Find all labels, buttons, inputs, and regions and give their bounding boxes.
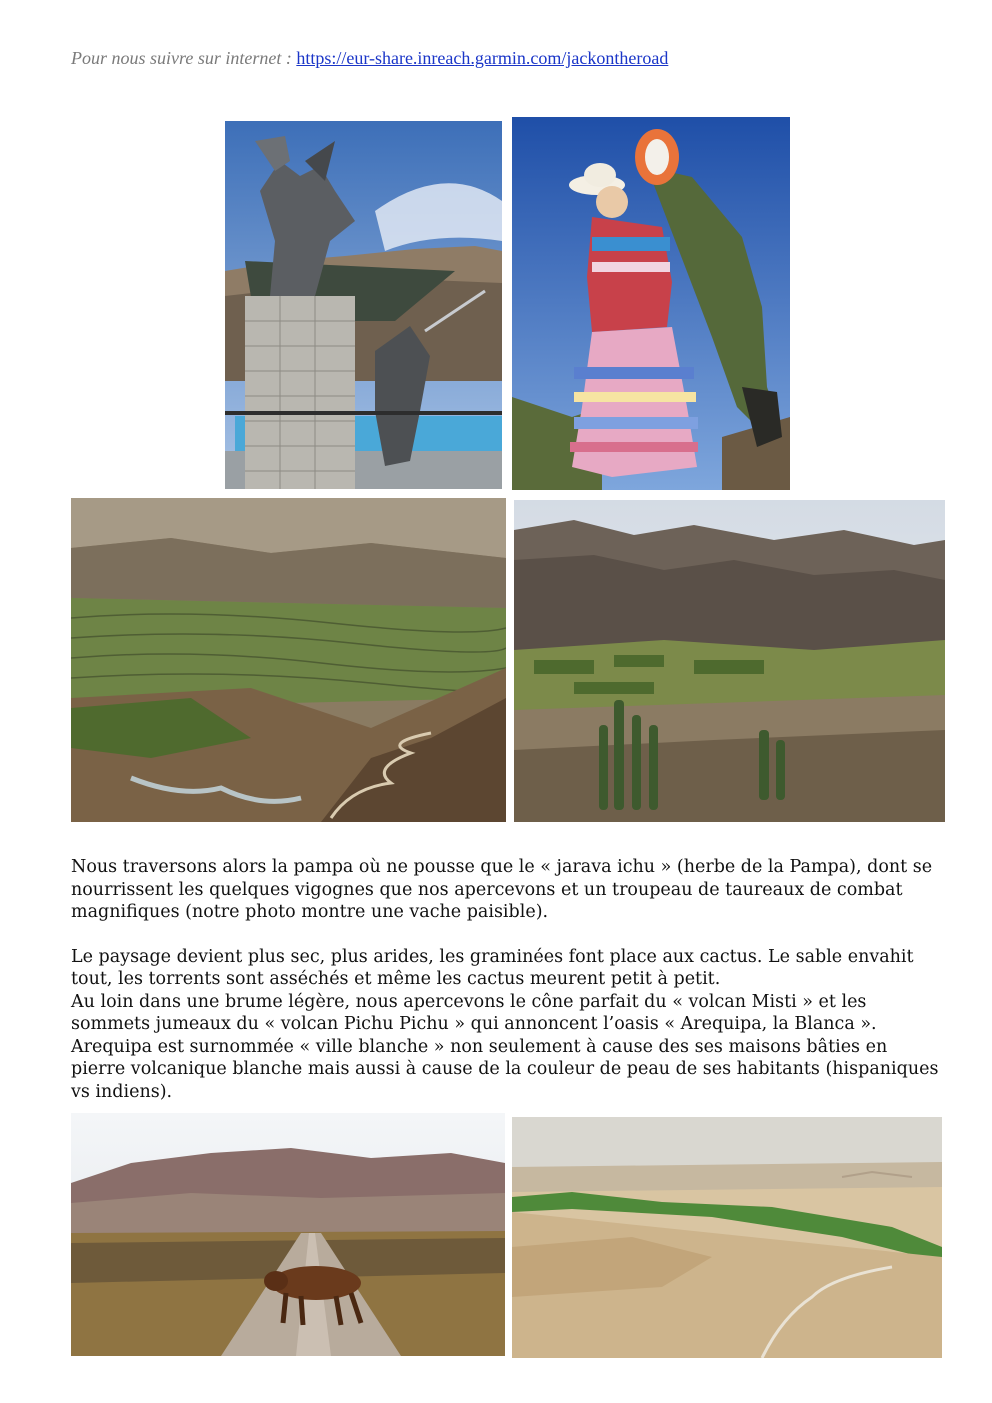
body-text: [71, 856, 941, 1103]
photo-folk-statue: [512, 117, 790, 490]
tracking-link[interactable]: https://eur-share.inreach.garmin.com/jackontheroad: [296, 48, 669, 68]
paragraph-arequipa: Arequipa est surnommée « ville blanche » non seulement à cause des ses maisons bâties en pierre volcanique blanche mais aussi à cause de la couleur de peau de ses habitants (hispaniques vs indiens).: [71, 1036, 939, 1102]
paragraph-pampa: Nous traversons alors la pampa où ne pousse que le « jarava ichu » (herbe de la Pampa), dont se nourrissent les quelques vigognes que nos apercevons et un troupeau de taureaux de combat magnifiques (notre photo montre une vache paisible).: [71, 857, 933, 922]
photo-desert-oasis: [512, 1117, 942, 1358]
paragraph-arid: Le paysage devient plus sec, plus arides, les graminées font place aux cactus. Le sable envahit tout, les torrents sont asséchés et même les cactus meurent petit à petit.: [71, 946, 914, 989]
photo-colca-terraces: [71, 498, 506, 822]
photo-statue-warriors: [225, 121, 502, 489]
header-line: [71, 48, 668, 69]
header-lead-text: Pour nous suivre sur internet :: [71, 48, 297, 68]
paragraph-volcanoes: Au loin dans une brume légère, nous apercevons le cône parfait du « volcan Misti » et les sommets jumeaux du « volcan Pichu Pichu » qui annoncent l’oasis « Arequipa, la Blanca ».: [71, 991, 877, 1034]
photo-cow-road: [71, 1113, 505, 1356]
photo-canyon-cactus: [514, 500, 945, 822]
